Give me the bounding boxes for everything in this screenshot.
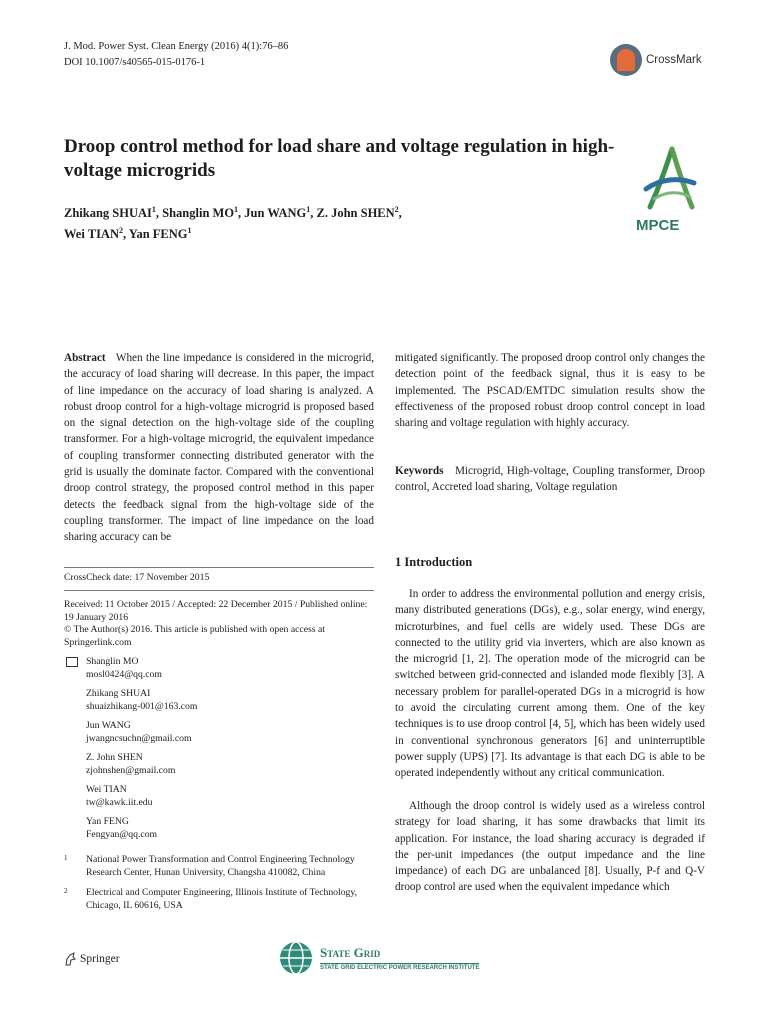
keywords (395, 463, 705, 496)
section-heading: 1 Introduction (395, 555, 473, 569)
contact-entry: Jun WANG jwangncsuchn@gmail.com (86, 720, 192, 744)
abstract-continued: mitigated significantly. The proposed droop control only changes the detection point of the feedback signal, thus it is easy to be implemented. The PSCAD/EMTDC simulation results show the effectiveness of the proposed robust droop control concept in load sharing and voltage regulation with highly accuracy. (395, 352, 705, 430)
crossmark-label: CrossMark (646, 54, 702, 66)
abstract-text: When the line impedance is considered in the microgrid, the accuracy of load sharing will decrease. In this paper, the impact of line impedance on the accuracy of load sharing is analyzed. A robust droop control for a high-voltage microgrid is proposed based on the signal detection on the high-voltage side of the coupling transformer. For a high-voltage microgrid, the equivalent impedance of coupling transformer connecting distributed generator with the grid is usually the dominate factor. Compared with the conventional droop control strategy, the proposed control method in this paper detects the feedback signal from the high-voltage side of the coupling transformer. The impact of line impedance on the load sharing accuracy can be (64, 352, 374, 544)
author-list: Zhikang SHUAI$^1$, Shanglin $MO^1$, Jun WANG$^1$, Z. John SHEN$^2$, Wei TIAN$^2$, Yan FENG$^1$ (64, 205, 402, 242)
publisher-name: Springer (80, 953, 120, 965)
abstract (64, 350, 374, 546)
journal-logo (632, 145, 712, 235)
state-grid-globe-icon (278, 940, 314, 976)
author-name: Z. John SHEN (316, 206, 395, 221)
affiliation: 1 National Power Transformation and Control Engineering Technology Research Center, Hunan University, Changsha 410082, China (64, 854, 355, 878)
keywords-label: Keywords (395, 465, 444, 477)
affiliations (64, 854, 374, 912)
state-grid-logo (278, 940, 479, 976)
contact-entry: Wei TIAN tw@kawk.iit.edu (86, 784, 153, 808)
received-dates: Received: 11 October 2015 / Accepted: 22 December 2015 / Published online: 19 January 2016 (64, 599, 368, 623)
doi[interactable]: DOI 10.1007/s40565-015-0176-1 (64, 57, 206, 68)
crossmark-badge[interactable] (610, 40, 720, 80)
author-name: Zhikang SHUAI (64, 206, 152, 221)
author-name: Wei TIAN (64, 227, 119, 242)
divider (64, 567, 374, 568)
keywords-text: Microgrid, High-voltage, Coupling transformer, Droop control, Accreted load sharing, Voltage regulation (395, 465, 705, 494)
contact-entry: Shanglin MO mosl0424@qq.com (64, 656, 374, 688)
abstract-label: Abstract (64, 352, 106, 364)
author-name: Yan FENG (128, 227, 188, 242)
mpce-logo-icon (632, 145, 712, 220)
contact-entry: Yan FENG Fengyan@qq.com (86, 816, 158, 840)
affiliation: 2 Electrical and Computer Engineering, Illinois Institute of Technology, Chicago, IL 60616, USA (64, 887, 358, 911)
springer-horse-icon (64, 952, 76, 966)
crosscheck-date: CrossCheck date: 17 November 2015 (64, 572, 210, 583)
state-grid-name: State Grid (320, 945, 381, 960)
author-name: Jun WANG (244, 206, 307, 221)
journal-citation: J. Mod. Power Syst. Clean Energy (2016) 4(1):76–86 (64, 41, 289, 52)
intro-paragraph: Although the droop control is widely used as a wireless control strategy for load sharing, it has some drawbacks that limit its application. For instance, the load sharing accuracy is degraded if the per-unit impedances (the output impedance and the line impedance) of each DG are unbalanced [8]. Usually, P-f and Q-V droop control are used when the equivalent impedance which (395, 800, 705, 894)
author-name: Shanglin MO (162, 206, 235, 221)
publisher-logo (64, 952, 120, 966)
divider (64, 590, 374, 591)
mpce-logo-text: MPCE (636, 217, 680, 234)
contact-entry: Zhikang SHUAI shuaizhikang-001@163.com (86, 688, 198, 712)
paper-title: Droop control method for load share and voltage regulation in high-voltage microgrids (64, 136, 615, 181)
institute-name: STATE GRID ELECTRIC POWER RESEARCH INSTITUTE (320, 965, 480, 971)
contact-list (64, 656, 374, 848)
crossmark-icon (610, 44, 642, 76)
envelope-icon (66, 657, 78, 667)
intro-paragraph: In order to address the environmental pollution and energy crisis, many distributed generations (DGs), e.g., solar energy, wind energy, microturbines, and fuel cells are widely used. These DGs are connected to the utility grid via inverters, which are also known as the microgrid [1, 2]. The operation mode of the microgrid can be switched between grid-connected and islanded mode flexibly [3]. A necessary problem for parallel-operated DGs in a microgrid is how to avoid the circulating current among them. One of the key techniques is to use droop control [4, 5], which has been widely used in conventional synchronous generators [6] and uninterruptible power supply (UPS) [7]. Its advantage is that each DG is able to be operated independently without any critical communication. (395, 588, 705, 780)
license: © The Author(s) 2016. This article is published with open access at Springerlink.com (64, 624, 325, 648)
contact-entry: Z. John SHEN zjohnshen@gmail.com (86, 752, 176, 776)
